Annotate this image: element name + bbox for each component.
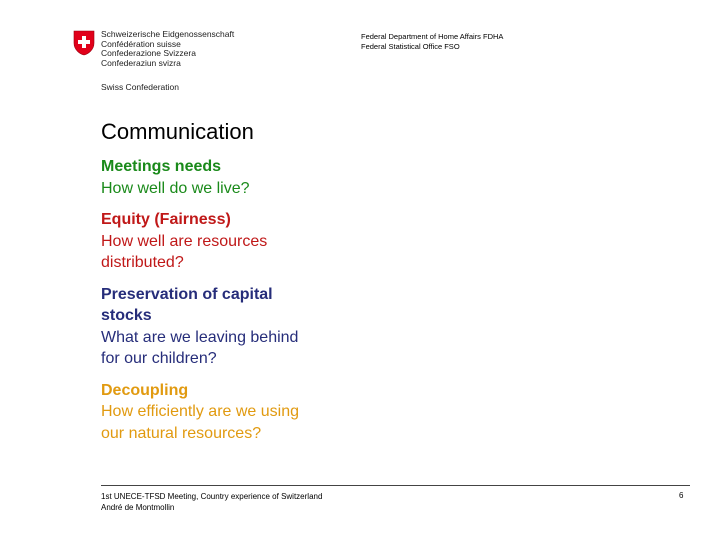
department-info: [361, 32, 503, 52]
slide-title: Communication: [101, 119, 254, 144]
block-text: How well are resources distributed?: [101, 232, 268, 271]
footer-info: [101, 491, 322, 513]
footer-author: André de Montmollin: [101, 503, 175, 512]
block-text: How efficiently are we using our natural resources?: [101, 403, 300, 442]
block-heading: Equity (Fairness): [101, 211, 231, 228]
content-blocks: [101, 156, 311, 454]
block-text: How well do we live?: [101, 179, 250, 197]
confederation-line: Confédération suisse: [101, 38, 181, 49]
office-name: Federal Statistical Office FSO: [361, 42, 460, 51]
block-heading: Meetings needs: [101, 158, 222, 175]
block-equity: [101, 209, 311, 274]
block-heading: Decoupling: [101, 381, 189, 399]
block-meetings-needs: [101, 156, 311, 199]
footer-divider: [101, 485, 690, 486]
confederation-line: Schweizerische Eidgenossenschaft: [101, 29, 235, 39]
page-number: 6: [679, 491, 684, 500]
block-heading: Preservation of capital stocks: [101, 285, 273, 324]
footer-meeting: 1st UNECE-TFSD Meeting, Country experience of Switzerland: [101, 492, 323, 501]
confederation-names: [101, 30, 234, 68]
block-preservation: [101, 284, 311, 370]
confederation-english: Swiss Confederation: [101, 82, 179, 92]
swiss-coat-of-arms-icon: [73, 30, 95, 56]
confederation-line: Confederaziun svizra: [101, 57, 181, 68]
block-text: What are we leaving behind for our children?: [101, 328, 299, 367]
block-decoupling: [101, 380, 311, 445]
department-name: Federal Department of Home Affairs FDHA: [361, 32, 504, 41]
confederation-line: Confederazione Svizzera: [101, 48, 196, 59]
